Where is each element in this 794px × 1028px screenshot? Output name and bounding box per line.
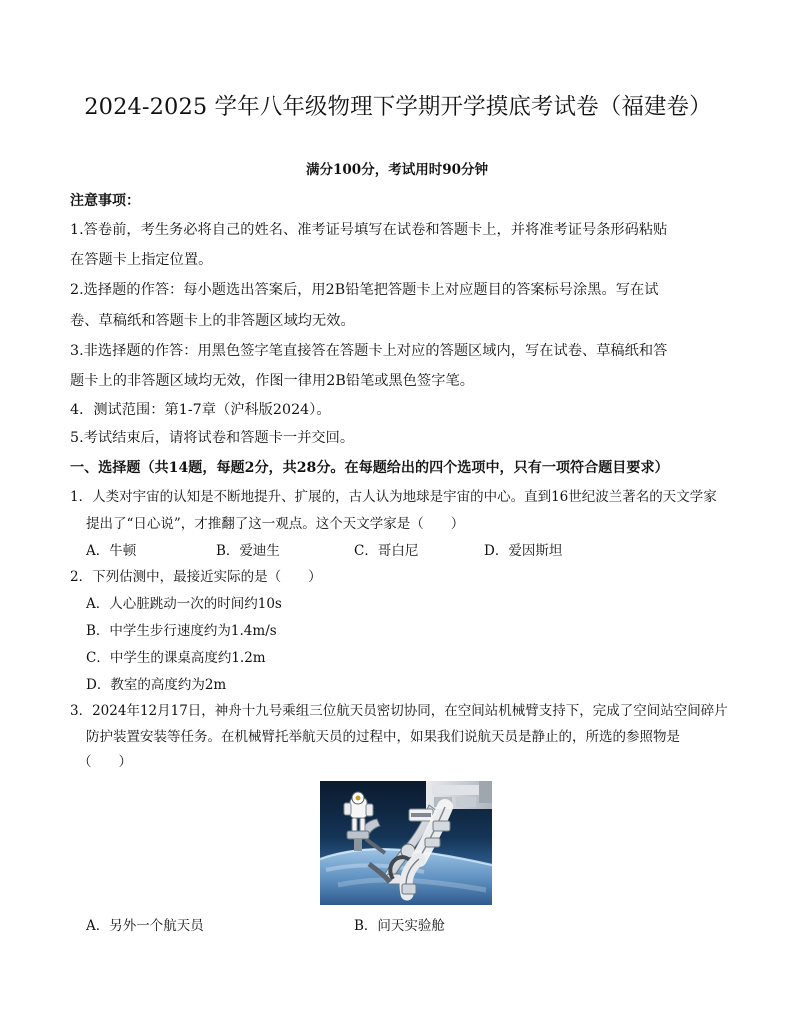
document-title: 2024-2025 学年八年级物理下学期开学摸底考试卷（福建卷） — [84, 94, 712, 120]
notice-line-3: 2.选择题的作答：每小题选出答案后，用2B铅笔把答题卡上对应题目的答案标号涂黑。写在试 — [70, 282, 659, 298]
question-1-option-c: C．哥白尼 — [354, 543, 419, 559]
question-2-option-a: A．人心脏跳动一次的时间约10s — [86, 596, 282, 612]
notice-line-1: 1.答卷前，考生务必将自己的姓名、准考证号填写在试卷和答题卡上，并将准考证号条形码粘贴 — [70, 222, 668, 238]
question-3-line-2: 防护装置安装等任务。在机械臂托举航天员的过程中，如果我们说航天员是静止的，所选的参照物是 — [86, 729, 680, 745]
notice-line-5: 3.非选择题的作答：用黑色签字笔直接答在答题卡上对应的答题区域内，写在试卷、草稿纸和答 — [70, 343, 668, 359]
question-2-option-d: D．教室的高度约为2m — [86, 677, 227, 693]
notice-line-2: 在答题卡上指定位置。 — [70, 252, 213, 268]
question-3-line-1: 3．2024年12月17日，神舟十九号乘组三位航天员密切协同，在空间站机械臂支持下，完成了空间站空间碎片 — [70, 703, 728, 719]
question-3-line-3: （ ） — [78, 754, 132, 770]
space-photo-icon — [320, 781, 492, 905]
question-3-option-b: B．问天实验舱 — [354, 918, 445, 934]
question-2-option-c: C．中学生的课桌高度约1.2m — [86, 650, 266, 666]
section-title: 一、选择题（共14题，每题2分，共28分。在每题给出的四个选项中，只有一项符合题目要求） — [70, 460, 669, 476]
question-1-option-a: A．牛顿 — [86, 543, 137, 559]
question-2-line-1: 2．下列估测中，最接近实际的是（ ） — [70, 569, 322, 585]
question-3-option-a: A．另外一个航天员 — [86, 918, 204, 934]
notice-heading: 注意事项： — [70, 193, 140, 209]
notice-line-8: 5.考试结束后，请将试卷和答题卡一并交回。 — [70, 430, 355, 446]
question-1-line-2: 提出了“日心说”，才推翻了这一观点。这个天文学家是（ ） — [86, 516, 465, 532]
notice-line-4: 卷、草稿纸和答题卡上的非答题区域均无效。 — [70, 313, 355, 329]
space-station-robotic-arm-photo — [320, 781, 492, 905]
notice-line-7: 4．测试范围：第1-7章（沪科版2024）。 — [70, 402, 331, 418]
document-subtitle: 满分100分，考试用时90分钟 — [306, 162, 488, 178]
question-1-line-1: 1．人类对宇宙的认知是不断地提升、扩展的，古人认为地球是宇宙的中心。直到16世纪波兰著名的天文学家 — [70, 489, 717, 505]
question-1-option-d: D．爱因斯坦 — [484, 543, 563, 559]
notice-line-6: 题卡上的非答题区域均无效，作图一律用2B铅笔或黑色签字笔。 — [70, 373, 474, 389]
question-2-option-b: B．中学生步行速度约为1.4m/s — [86, 623, 277, 639]
question-1-option-b: B．爱迪生 — [216, 543, 280, 559]
